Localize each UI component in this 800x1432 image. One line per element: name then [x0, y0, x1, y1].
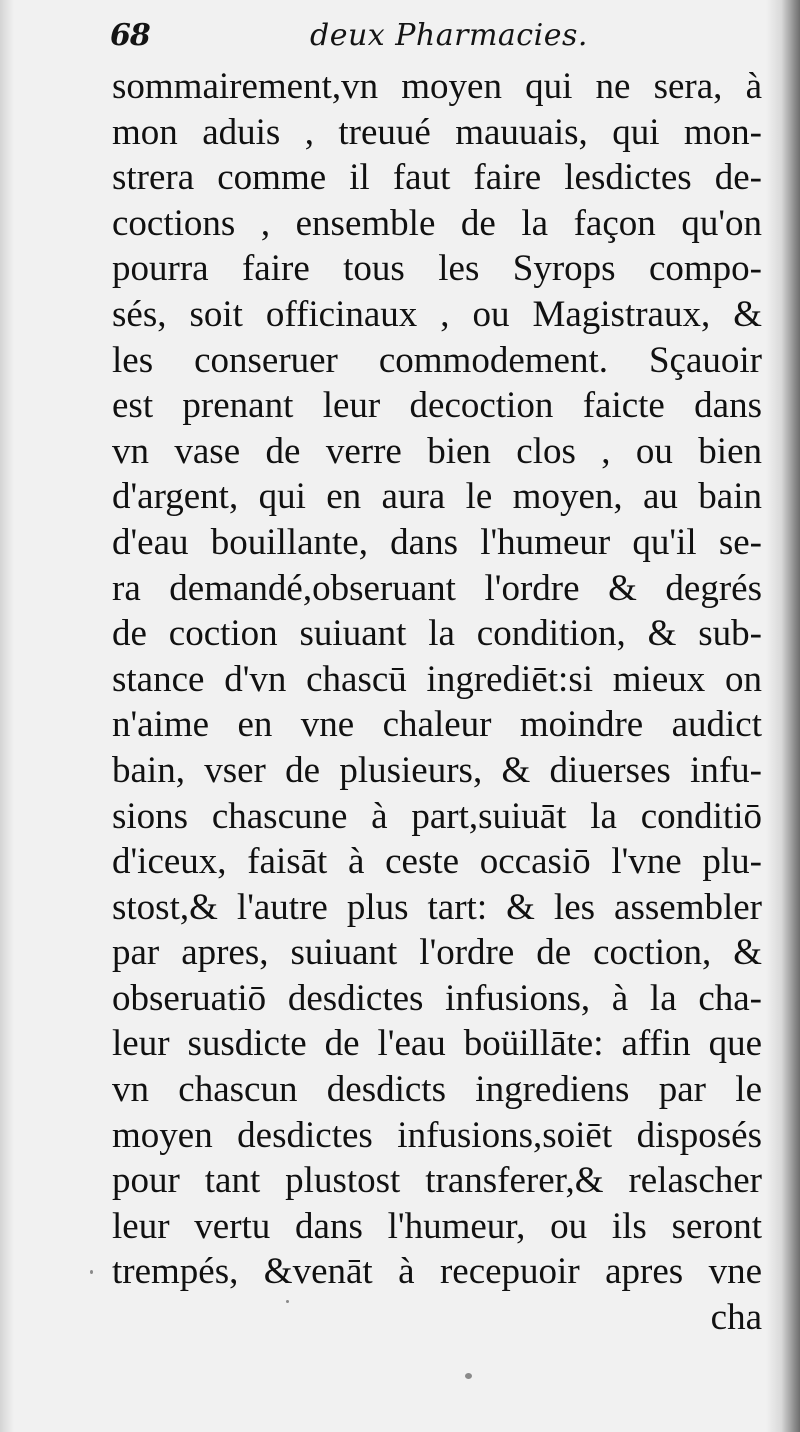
- text-line: stost,& l'autre plus tart: & les assembler: [112, 886, 762, 928]
- paper-speck: [90, 1270, 93, 1274]
- text-line: vn chascun desdicts ingrediens par le: [112, 1069, 762, 1111]
- page-number: 68: [110, 18, 150, 53]
- text-line: d'eau bouillante, dans l'humeur qu'il se-: [112, 521, 762, 563]
- paper-speck: [465, 1373, 472, 1379]
- text-line: mon aduis , treuué mauuais, qui mon-: [112, 111, 762, 153]
- text-line: leur vertu dans l'humeur, ou ils seront: [112, 1205, 762, 1247]
- text-line: de coction suiuant la condition, & sub-: [112, 613, 762, 655]
- text-line: pour tant plustost transferer,& relascher: [112, 1160, 762, 1202]
- text-line: sions chascune à part,suiuāt la conditiō: [112, 795, 762, 837]
- text-line: par apres, suiuant l'ordre de coction, &: [112, 932, 762, 974]
- text-line: bain, vser de plusieurs, & diuerses infu-: [112, 749, 762, 791]
- text-line: moyen desdictes infusions,soiēt disposés: [112, 1114, 762, 1156]
- catchword: cha: [710, 1297, 762, 1339]
- text-line: trempés, &venāt à recepuoir apres vne: [112, 1251, 762, 1293]
- text-line: strera comme il faut faire lesdictes de-: [112, 157, 762, 199]
- paper-speck: [286, 1300, 289, 1303]
- text-line: est prenant leur decoction faicte dans: [112, 385, 762, 427]
- text-line: les conseruer commodement. Sçauoir: [112, 339, 762, 381]
- text-line: d'argent, qui en aura le moyen, au bain: [112, 476, 762, 518]
- text-line: ra demandé,obseruant l'ordre & degrés: [112, 567, 762, 609]
- page-left-shadow: [0, 0, 14, 1432]
- running-title: deux Pharmacies.: [310, 18, 588, 53]
- text-line: leur susdicte de l'eau boüillāte: affin que: [112, 1023, 762, 1065]
- binding-gutter-shadow: [766, 0, 800, 1432]
- text-line: d'iceux, faisāt à ceste occasiō l'vne plu-: [112, 841, 762, 883]
- text-line: sés, soit officinaux , ou Magistraux, &: [112, 293, 762, 335]
- text-line: stance d'vn chascū ingrediēt:si mieux on: [112, 658, 762, 700]
- text-line: sommairement,vn moyen qui ne sera, à: [112, 66, 762, 107]
- text-line: n'aime en vne chaleur moindre audict: [112, 704, 762, 746]
- text-line: coctions , ensemble de la façon qu'on: [112, 202, 762, 244]
- text-line: obseruatiō desdictes infusions, à la cha-: [112, 977, 762, 1019]
- body-text-block: [112, 64, 762, 1341]
- text-line: pourra faire tous les Syrops compo-: [112, 248, 762, 290]
- page-header: [110, 14, 750, 62]
- text-line: vn vase de verre bien clos , ou bien: [112, 430, 762, 472]
